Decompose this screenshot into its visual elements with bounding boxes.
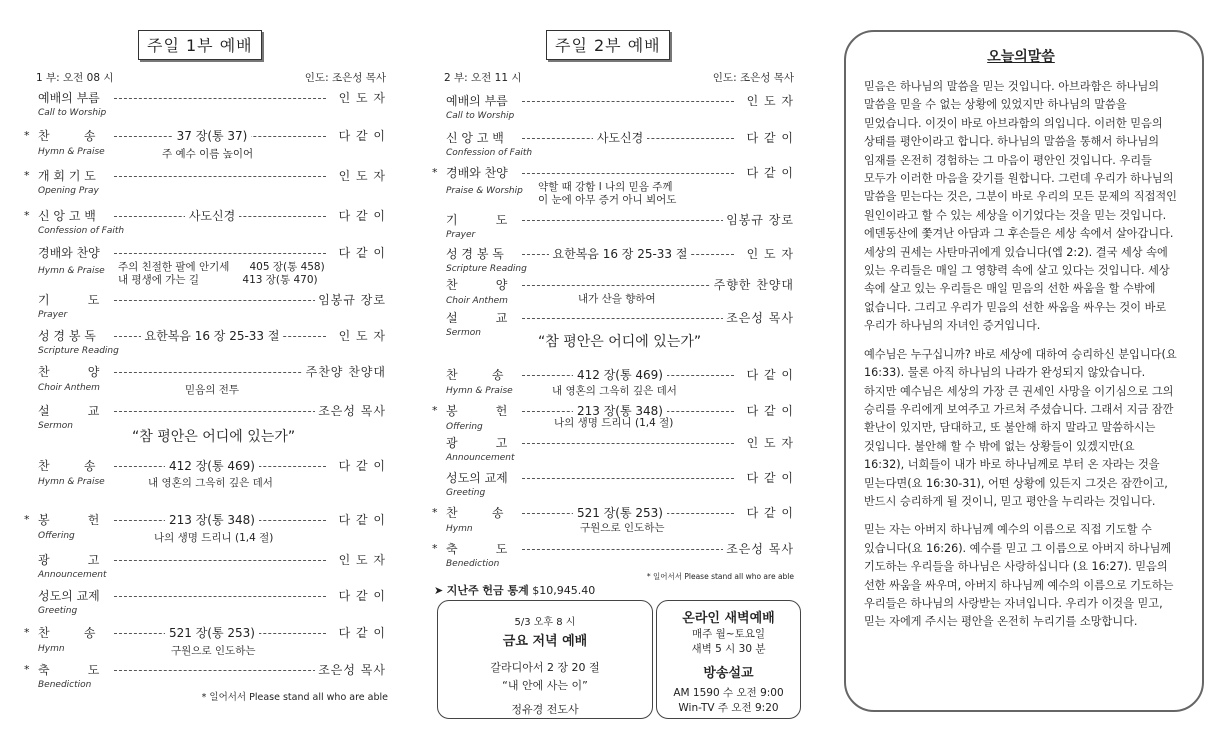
dashed-leader bbox=[522, 285, 734, 286]
order-leader: 임봉규 장로 bbox=[723, 211, 794, 228]
friday-title: 금요 저녁 예배 bbox=[502, 634, 588, 649]
order-label: 기 도 bbox=[446, 211, 510, 228]
arrow-icon: ➤ bbox=[434, 584, 444, 597]
order-line bbox=[436, 211, 798, 229]
order-item bbox=[24, 127, 390, 160]
broadcast-title: 방송설교 bbox=[703, 666, 754, 681]
dashed-leader bbox=[114, 411, 326, 412]
order-leader: 조은성 목사 bbox=[315, 661, 386, 678]
order-detail: 412 장(통 469) bbox=[573, 368, 667, 382]
order-line bbox=[436, 366, 798, 384]
friday-speaker: 정유경 전도사 bbox=[511, 703, 579, 716]
service-time: 2 부: 오전 11 시 bbox=[444, 72, 522, 84]
dashed-leader bbox=[522, 549, 734, 550]
order-label: 찬 송 bbox=[38, 457, 99, 474]
order-leader: 다 같 이 bbox=[744, 366, 794, 383]
order-leader: 조은성 목사 bbox=[723, 540, 794, 557]
order-english: Scripture Reading bbox=[446, 264, 527, 274]
order-label: 찬 송 bbox=[38, 624, 99, 641]
order-detail: 요한복음 16 장 25-33 절 bbox=[549, 247, 692, 261]
order-subtext: 구원으로 인도하는 bbox=[171, 645, 256, 657]
order-english: Greeting bbox=[38, 606, 78, 616]
service-leader: 인도: 조은성 목사 bbox=[712, 72, 794, 84]
order-item bbox=[28, 587, 390, 616]
order-label: 개 회 기 도 bbox=[38, 167, 99, 184]
order-english: Hymn & Praise bbox=[38, 147, 105, 157]
order-english: Opening Pray bbox=[38, 186, 99, 196]
order-label: 예배의 부름 bbox=[38, 89, 103, 106]
friday-subtitle: “내 안에 사는 이” bbox=[502, 679, 588, 692]
todays-word-title: 오늘의말씀 bbox=[987, 49, 1055, 65]
order-english: Call to Worship bbox=[38, 108, 107, 118]
order-english: Hymn & Praise bbox=[38, 477, 105, 487]
second-service-meta bbox=[444, 70, 794, 85]
order-leader: 인 도 자 bbox=[744, 92, 794, 109]
order-label: 경배와 찬양 bbox=[38, 244, 103, 261]
order-english: Offering bbox=[446, 422, 483, 432]
dashed-leader bbox=[114, 253, 326, 254]
order-english: Hymn bbox=[38, 644, 65, 654]
order-leader: 인 도 자 bbox=[336, 327, 386, 344]
order-english: Prayer bbox=[38, 310, 68, 320]
order-line bbox=[436, 469, 798, 487]
order-english: Sermon bbox=[446, 328, 481, 338]
broadcast-am: AM 1590 수 오전 9:00 bbox=[673, 687, 784, 699]
order-detail: 37 장(통 37) bbox=[173, 129, 252, 143]
order-subtext: 내 영혼의 그윽히 깊은 데서 bbox=[148, 477, 273, 489]
order-item bbox=[432, 402, 798, 432]
order-label: 광 고 bbox=[446, 434, 510, 451]
offering-stats bbox=[434, 582, 595, 598]
word-paragraph: 믿는 자는 아버지 하나님께 예수의 이름으로 직접 기도할 수 있습니다(요 16:26). 예수를 믿고 그 이름으로 아버지 하나님께 기도하는 우리들을 하나님은 사랑하십니다 (요 16:27). 믿음의 선한 싸움을 싸우며, 아버지 하나님께 예수의 이름으로 기도하는 우리들은 하나님의 사랑받는 자녀입니다. 우리가 이것을 믿고, 믿는 자에게 주시는 평안을 온전히 누리기를 소망합니다. bbox=[864, 523, 1174, 629]
stand-marker: * bbox=[24, 169, 30, 182]
order-leader: 인 도 자 bbox=[336, 89, 386, 106]
order-leader: 인 도 자 bbox=[744, 434, 794, 451]
order-line bbox=[24, 624, 390, 642]
order-line bbox=[28, 402, 390, 420]
dashed-leader bbox=[522, 220, 734, 221]
order-line bbox=[28, 587, 390, 605]
order-item bbox=[28, 291, 390, 320]
order-item bbox=[28, 327, 390, 356]
order-item bbox=[28, 551, 390, 580]
order-english: Praise & Worship bbox=[446, 186, 523, 196]
order-line bbox=[28, 327, 390, 345]
order-item bbox=[432, 164, 798, 206]
order-english: Benediction bbox=[446, 559, 500, 569]
order-leader: 다 같 이 bbox=[336, 244, 386, 261]
order-subtext: 이 눈에 아무 증거 아니 뵈어도 bbox=[538, 194, 677, 206]
order-item bbox=[24, 511, 390, 544]
order-label: 예배의 부름 bbox=[446, 92, 511, 109]
order-label: 찬 송 bbox=[38, 127, 99, 144]
order-leader: 다 같 이 bbox=[336, 127, 386, 144]
stand-marker: * bbox=[24, 626, 30, 639]
order-leader: 다 같 이 bbox=[744, 164, 794, 181]
order-subtext: 내 평생에 가는 길 413 장(통 470) bbox=[118, 274, 318, 286]
order-english: Hymn & Praise bbox=[446, 386, 513, 396]
order-english: Greeting bbox=[446, 488, 486, 498]
dashed-leader bbox=[114, 372, 326, 373]
stand-marker: * bbox=[24, 663, 30, 676]
broadcast-tv: Win-TV 주 오전 9:20 bbox=[678, 702, 779, 714]
order-line bbox=[436, 92, 798, 110]
offering-amount: $10,945.40 bbox=[532, 584, 596, 597]
dashed-leader bbox=[114, 560, 326, 561]
dawn-days: 매주 월~토요일 bbox=[692, 628, 765, 640]
order-english: Hymn & Praise bbox=[38, 266, 105, 276]
order-english: Announcement bbox=[446, 453, 515, 463]
order-leader: 다 같 이 bbox=[744, 469, 794, 486]
order-label: 찬 양 bbox=[446, 276, 510, 293]
order-leader: 다 같 이 bbox=[336, 511, 386, 528]
order-line bbox=[436, 245, 798, 263]
order-item bbox=[24, 207, 390, 236]
order-leader: 임봉규 장로 bbox=[315, 291, 386, 308]
stand-marker: * bbox=[24, 129, 30, 142]
dashed-leader bbox=[522, 318, 734, 319]
stand-marker: * bbox=[432, 166, 438, 179]
dashed-leader bbox=[522, 173, 734, 174]
order-label: 경배와 찬양 bbox=[446, 164, 511, 181]
order-label: 찬 송 bbox=[446, 504, 507, 521]
order-line bbox=[436, 309, 798, 327]
stand-marker: * bbox=[24, 513, 30, 526]
order-english: Scripture Reading bbox=[38, 346, 119, 356]
order-label: 기 도 bbox=[38, 291, 102, 308]
order-leader: 다 같 이 bbox=[744, 504, 794, 521]
order-detail: 사도신경 bbox=[185, 209, 239, 223]
order-label: 찬 양 bbox=[38, 363, 102, 380]
order-line bbox=[436, 129, 798, 147]
order-leader: 조은성 목사 bbox=[315, 402, 386, 419]
stand-marker: * bbox=[432, 404, 438, 417]
order-english: Offering bbox=[38, 531, 75, 541]
order-item bbox=[432, 504, 798, 534]
order-leader: 인 도 자 bbox=[336, 167, 386, 184]
order-item bbox=[436, 366, 798, 397]
stand-marker: * bbox=[24, 209, 30, 222]
order-leader: 인 도 자 bbox=[744, 245, 794, 262]
first-service-title: 주일 1부 예배 bbox=[138, 30, 262, 60]
order-english: Prayer bbox=[446, 230, 476, 240]
order-english: Call to Worship bbox=[446, 111, 515, 121]
order-detail: 521 장(통 253) bbox=[165, 626, 259, 640]
order-label: 설 교 bbox=[38, 402, 102, 419]
stand-marker: * bbox=[432, 506, 438, 519]
word-paragraph: 예수님은 누구십니까? 바로 세상에 대하여 승리하신 분입니다(요 16:33). 물론 아직 하나님의 나라가 완성되지 않았습니다. 하지만 예수님은 세상의 가장 큰 권세인 사망을 이기심으로 그의 승리를 우리에게 보여주고 가르쳐 주셨습니다. 그래서 지금 잠깐 환난이 있지만, 담대하고, 또 불안해 하지 말라고 말씀하시는 것입니다. 불안해 할 수 밖에 없는 상황들이 있겠지만(요 16:32), 너희들이 내가 바로 하나님께로 부터 온 자라는 것을 믿는다면(요 16:30-31), 어떤 상황에 있든지 그것은 잠깐이고, 반드시 승리하게 될 것이니, 믿고 평안을 누리라는 것입니다. bbox=[864, 347, 1177, 508]
order-item bbox=[28, 457, 390, 489]
dashed-leader bbox=[114, 176, 326, 177]
order-line bbox=[28, 363, 390, 381]
dashed-leader bbox=[522, 101, 734, 102]
order-label: 신 앙 고 백 bbox=[446, 129, 507, 146]
friday-service-box bbox=[437, 600, 653, 719]
order-subtext: 주 예수 이름 높이어 bbox=[162, 148, 254, 160]
order-english: Choir Anthem bbox=[446, 296, 508, 306]
order-english: Sermon bbox=[38, 421, 73, 431]
first-service-meta bbox=[36, 70, 386, 85]
order-label: 성 경 봉 독 bbox=[38, 327, 99, 344]
order-item bbox=[436, 92, 798, 121]
order-label: 설 교 bbox=[446, 309, 510, 326]
order-item bbox=[28, 244, 390, 286]
order-subtext: 구원으로 인도하는 bbox=[580, 522, 665, 534]
order-label: 봉 헌 bbox=[446, 402, 510, 419]
order-item bbox=[436, 309, 798, 350]
order-line bbox=[432, 540, 798, 558]
order-detail: 213 장(통 348) bbox=[165, 513, 259, 527]
service-leader: 인도: 조은성 목사 bbox=[304, 72, 386, 84]
order-line bbox=[28, 457, 390, 475]
order-item bbox=[432, 540, 798, 569]
order-subtext: 약할 때 강함 l 나의 믿음 주께 bbox=[538, 181, 673, 193]
order-line bbox=[24, 511, 390, 529]
order-item bbox=[436, 434, 798, 463]
order-leader: 조은성 목사 bbox=[723, 309, 794, 326]
order-item bbox=[28, 363, 390, 396]
sermon-title: “참 평안은 어디에 있는가” bbox=[132, 429, 296, 445]
order-leader: 인 도 자 bbox=[336, 551, 386, 568]
order-label: 성도의 교제 bbox=[38, 587, 103, 604]
order-line bbox=[28, 551, 390, 569]
order-label: 신 앙 고 백 bbox=[38, 207, 99, 224]
order-detail: 요한복음 16 장 25-33 절 bbox=[141, 329, 284, 343]
dawn-service-box bbox=[656, 600, 801, 719]
dashed-leader bbox=[114, 300, 326, 301]
dashed-leader bbox=[522, 443, 734, 444]
order-line bbox=[24, 661, 390, 679]
dawn-title: 온라인 새벽예배 bbox=[682, 611, 775, 626]
order-item bbox=[24, 167, 390, 196]
stand-marker: * bbox=[432, 542, 438, 555]
order-line bbox=[24, 127, 390, 145]
order-leader: 다 같 이 bbox=[744, 129, 794, 146]
order-leader: 주향한 찬양대 bbox=[711, 276, 794, 293]
order-english: Confession of Faith bbox=[38, 226, 125, 236]
order-item bbox=[28, 89, 390, 118]
order-label: 광 고 bbox=[38, 551, 102, 568]
order-line bbox=[28, 291, 390, 309]
order-english: Hymn bbox=[446, 524, 473, 534]
order-detail: 412 장(통 469) bbox=[165, 459, 259, 473]
order-subtext: 믿음의 전투 bbox=[185, 384, 240, 396]
order-english: Confession of Faith bbox=[446, 148, 533, 158]
dashed-leader bbox=[114, 670, 326, 671]
dashed-leader bbox=[114, 98, 326, 99]
friday-passage: 갈라디아서 2 장 20 절 bbox=[490, 661, 600, 674]
offering-label: 지난주 헌금 통계 bbox=[446, 584, 529, 597]
order-subtext: 내가 산을 향하여 bbox=[578, 293, 656, 305]
order-subtext: 내 영혼의 그윽히 깊은 데서 bbox=[552, 385, 677, 397]
order-item bbox=[28, 402, 390, 445]
order-english: Announcement bbox=[38, 570, 107, 580]
order-line bbox=[24, 207, 390, 225]
order-item bbox=[436, 276, 798, 306]
order-label: 봉 헌 bbox=[38, 511, 102, 528]
order-leader: 주찬양 찬양대 bbox=[303, 363, 386, 380]
dashed-leader bbox=[114, 596, 326, 597]
order-leader: 다 같 이 bbox=[336, 624, 386, 641]
order-english: Choir Anthem bbox=[38, 383, 100, 393]
stand-footnote: * 일어서서 Please stand all who are able bbox=[201, 692, 388, 703]
order-detail: 213 장(통 348) bbox=[573, 404, 667, 418]
order-leader: 다 같 이 bbox=[744, 402, 794, 419]
service-time: 1 부: 오전 08 시 bbox=[36, 72, 114, 84]
order-item bbox=[436, 469, 798, 498]
order-item bbox=[436, 129, 798, 158]
order-item bbox=[436, 245, 798, 274]
order-label: 성 경 봉 독 bbox=[446, 245, 507, 262]
dashed-leader bbox=[522, 478, 734, 479]
order-english: Benediction bbox=[38, 680, 92, 690]
order-label: 찬 송 bbox=[446, 366, 507, 383]
order-line bbox=[436, 434, 798, 452]
order-item bbox=[436, 211, 798, 240]
dawn-time: 새벽 5 시 30 분 bbox=[691, 643, 766, 655]
sermon-title: “참 평안은 어디에 있는가” bbox=[538, 334, 702, 350]
friday-date: 5/3 오후 8 시 bbox=[514, 617, 576, 628]
order-detail: 521 장(통 253) bbox=[573, 506, 667, 520]
order-item bbox=[24, 624, 390, 657]
order-leader: 다 같 이 bbox=[336, 207, 386, 224]
order-subtext: 주의 친절한 팔에 안기세 405 장(통 458) bbox=[118, 261, 325, 273]
todays-word-panel bbox=[844, 30, 1204, 712]
order-leader: 다 같 이 bbox=[336, 457, 386, 474]
word-paragraph: 믿음은 하나님의 말씀을 믿는 것입니다. 아브라함은 하나님의 말씀을 믿을 수 없는 상황에 있었지만 하나님의 말씀을 믿었습니다. 이것이 바로 아브라함의 의입니다. 이러한 믿음의 상태를 평안이라고 합니다. 하나님의 말씀을 통해서 하나님의 임재를 온전히 경험하는 그 마음이 평안인 것입니다. 우리들 모두가 이러한 마음을 갖기를 원합니다. 그런데 우리가 하나님의 말씀을 믿는다는 것은, 그분이 바로 우리의 모든 문제의 직접적인 원인이라고 할 수 있는 세상을 이기었다는 것을 믿는 것입니다. 에덴동산에 쫓겨난 아담과 그 후손들은 세상 속에서 살아갑니다. 세상의 권세는 사탄마귀에게 있습니다(엡 2:2). 결국 세상 속에 있는 우리들은 매일 그 영향력 속에 살고 있다는 것입니다. 세상 속에 살고 있는 우리들은 매일 믿음의 선한 싸움을 할 수밖에 없습니다. 그리고 우리가 믿음의 선한 싸움을 싸우는 것이 바로 우리가 하나님의 자녀인 증거입니다. bbox=[864, 80, 1177, 333]
order-line bbox=[24, 167, 390, 185]
order-detail: 사도신경 bbox=[593, 131, 647, 145]
order-label: 축 도 bbox=[446, 540, 510, 557]
order-item bbox=[24, 661, 390, 690]
order-label: 성도의 교제 bbox=[446, 469, 511, 486]
order-line bbox=[28, 89, 390, 107]
order-subtext: 나의 생명 드리니 (1,4 절) bbox=[554, 417, 674, 429]
second-service-title: 주일 2부 예배 bbox=[546, 30, 670, 60]
order-label: 축 도 bbox=[38, 661, 102, 678]
stand-footnote: * 일어서서 Please stand all who are able bbox=[646, 572, 794, 581]
order-leader: 다 같 이 bbox=[336, 587, 386, 604]
order-subtext: 나의 생명 드리니 (1,4 절) bbox=[154, 532, 274, 544]
